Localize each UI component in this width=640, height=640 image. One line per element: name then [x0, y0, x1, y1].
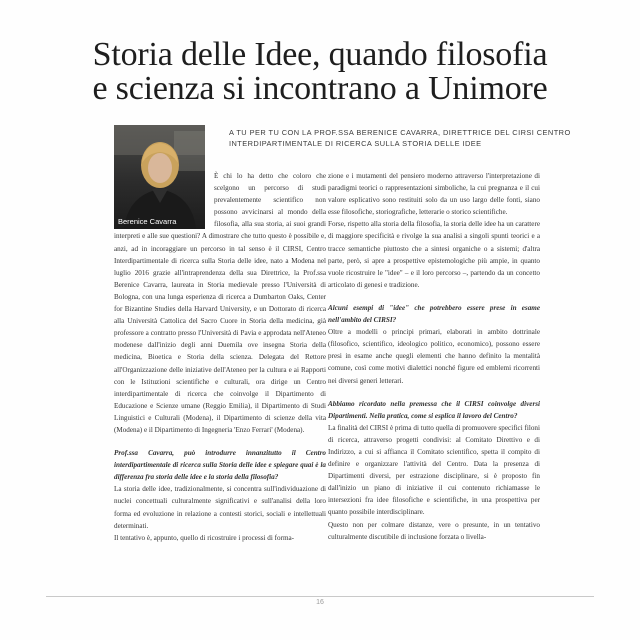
right-column: [328, 170, 540, 543]
article-title: [40, 38, 600, 106]
question-1: Prof.ssa Cavarra, può introdurre innanzitutto il Centro interdipartimentale di ricerca sulla Storia delle idee e spiegare quai è la differenza fra storia delle idee e la storia della filosofia?: [114, 449, 326, 482]
article-kicker: A TU PER TU CON LA PROF.SSA BERENICE CAVARRA, DIRETTRICE DEL CIRSI CENTRO INTERDIPARTIMENTALE DI RICERCA SULLA STORIA DELLE IDEE: [229, 128, 571, 148]
intro-paragraph: È chi lo ha detto che coloro che scelgono un percorso di studi prevalentemente scientifico non possono avvicinarsi al mondo della filosofia, alla sua storia, ai suoi grandi interpreti e alle sue questioni? A dimostrare che tutto questo è possibile e, anzi, ad in incoraggiare un percorso in tal senso è il CIRSI, Centro Interdipartimentale di ricerca sulla Storia delle idee, nato a Modena nel luglio 2016 grazie all'intraprendenza della sua Direttrice, la Prof.ssa Berenice Cavarra, laureata in Storia medievale presso l'Università di Bologna, con una lunga esperienza di ricerca a Dumbarton Oaks, Center for Bizantine Studies della Harvard University, e un Dottorato di ricerca alla Università Cattolica del Sacro Cuore in Storia della medicina, già professore a contratto presso l'Università di Pavia e approdata nell'Ateneo modenese dall'inizio degli anni Duemila ove insegna Storia della medicina, Bioetica e Storia della scienza. Delegata del Rettore all'Organizzazione delle iniziative dell'Ateneo per la cultura e ai Rapporti con le Istituzioni scientifiche e culturali, ora dirige un Centro interdipartimentale di ricerca che coinvolge il Dipartimento di Educazione e Scienze umane (Reggio Emilia), il Dipartimento di Studi Linguistici e Culturali (Modena), il Dipartimento di scienze della vita (Modena) e il Dipartimento di Ingegneria 'Enzo Ferrari' (Modena).: [114, 172, 326, 434]
title-line-1: Storia delle Idee, quando filosofia: [92, 36, 548, 73]
question-2: Alcuni esempi di "idee" che potrebbero essere prese in esame nell'ambito del CIRSI?: [328, 303, 540, 325]
answer-3-paragraph-2: Questo non per colmare distanze, vere o presunte, in un tentativo culturalmente discutibile di inclusione forzata o livella-: [328, 520, 540, 541]
answer-1-paragraph-2: Il tentativo è, appunto, quello di ricostruire i processi di forma-: [114, 533, 295, 542]
left-column: [114, 170, 326, 544]
answer-1-continued: zione e i mutamenti del pensiero moderno attraverso l'interpretazione di paradigmi teorici o rappresentazioni simboliche, la cui pregnanza e il cui valore esplicativo sono restituiti solo da un uso largo delle fonti, siano esse filosofiche, storiografiche, letterarie o storico scientifiche.: [328, 172, 540, 217]
page-number: 16: [316, 599, 324, 606]
photo-caption: Berenice Cavarra: [118, 217, 177, 226]
answer-2: Oltre a modelli o principi primari, elaborati in ambito dottrinale (filosofico, scientifico, ideologico politico, economico), possono essere presi in esame anche quegli elementi che hanno definito la mentalità comune, così come motivi dialettici nonché figure ed emblemi ricorrenti nei diversi generi letterari.: [328, 328, 540, 385]
title-line-2: e scienza si incontrano a Unimore: [92, 70, 548, 107]
answer-3-paragraph-1: La finalità del CIRSI è prima di tutto quella di promuovere specifici filoni di ricerca, attraverso progetti condivisi: al Comitato Direttivo e di Indirizzo, a cui si affianca il Comitato scientifico, spetta il compito di definire e organizzare l'attività del Centro. Data la presenza di Dipartimenti diversi, per estrazione disciplinare, si è proposto fin dall'inizio un piano di iniziative il cui contenuto richiamasse le intersezioni fra idee filosofiche e scientifiche, in una prospettiva per quanto possibile interdisciplinare.: [328, 423, 540, 517]
answer-1-paragraph-1: La storia delle idee, tradizionalmente, si concentra sull'individuazione di nuclei concettuali culturalmente significativi e sull'analisi della loro forma ed evoluzione in relazione a contesti storici, sociali e intellettuali determinati.: [114, 485, 326, 530]
question-3: Abbiamo ricordato nella premessa che il CIRSI coinvolge diversi Dipartimenti. Nella pratica, come si esplica il lavoro del Centro?: [328, 399, 540, 420]
footer-rule: [46, 596, 594, 597]
photo-wrap-space: [114, 170, 214, 230]
answer-1-paragraph-3: Forse, rispetto alla storia della filosofia, la storia delle idee ha un carattere di maggiore specificità e rivolge la sua analisi a singoli spunti teorici e a tracce semantiche piuttosto che a sintesi organiche o a sistemi; d'altra parte, però, si apre a prospettive epistemologiche più ampie, in quanto vuole ricostruire le "idee" – e il loro percorso –, partendo da un concetto articolato di genesi e tradizione.: [328, 220, 540, 289]
